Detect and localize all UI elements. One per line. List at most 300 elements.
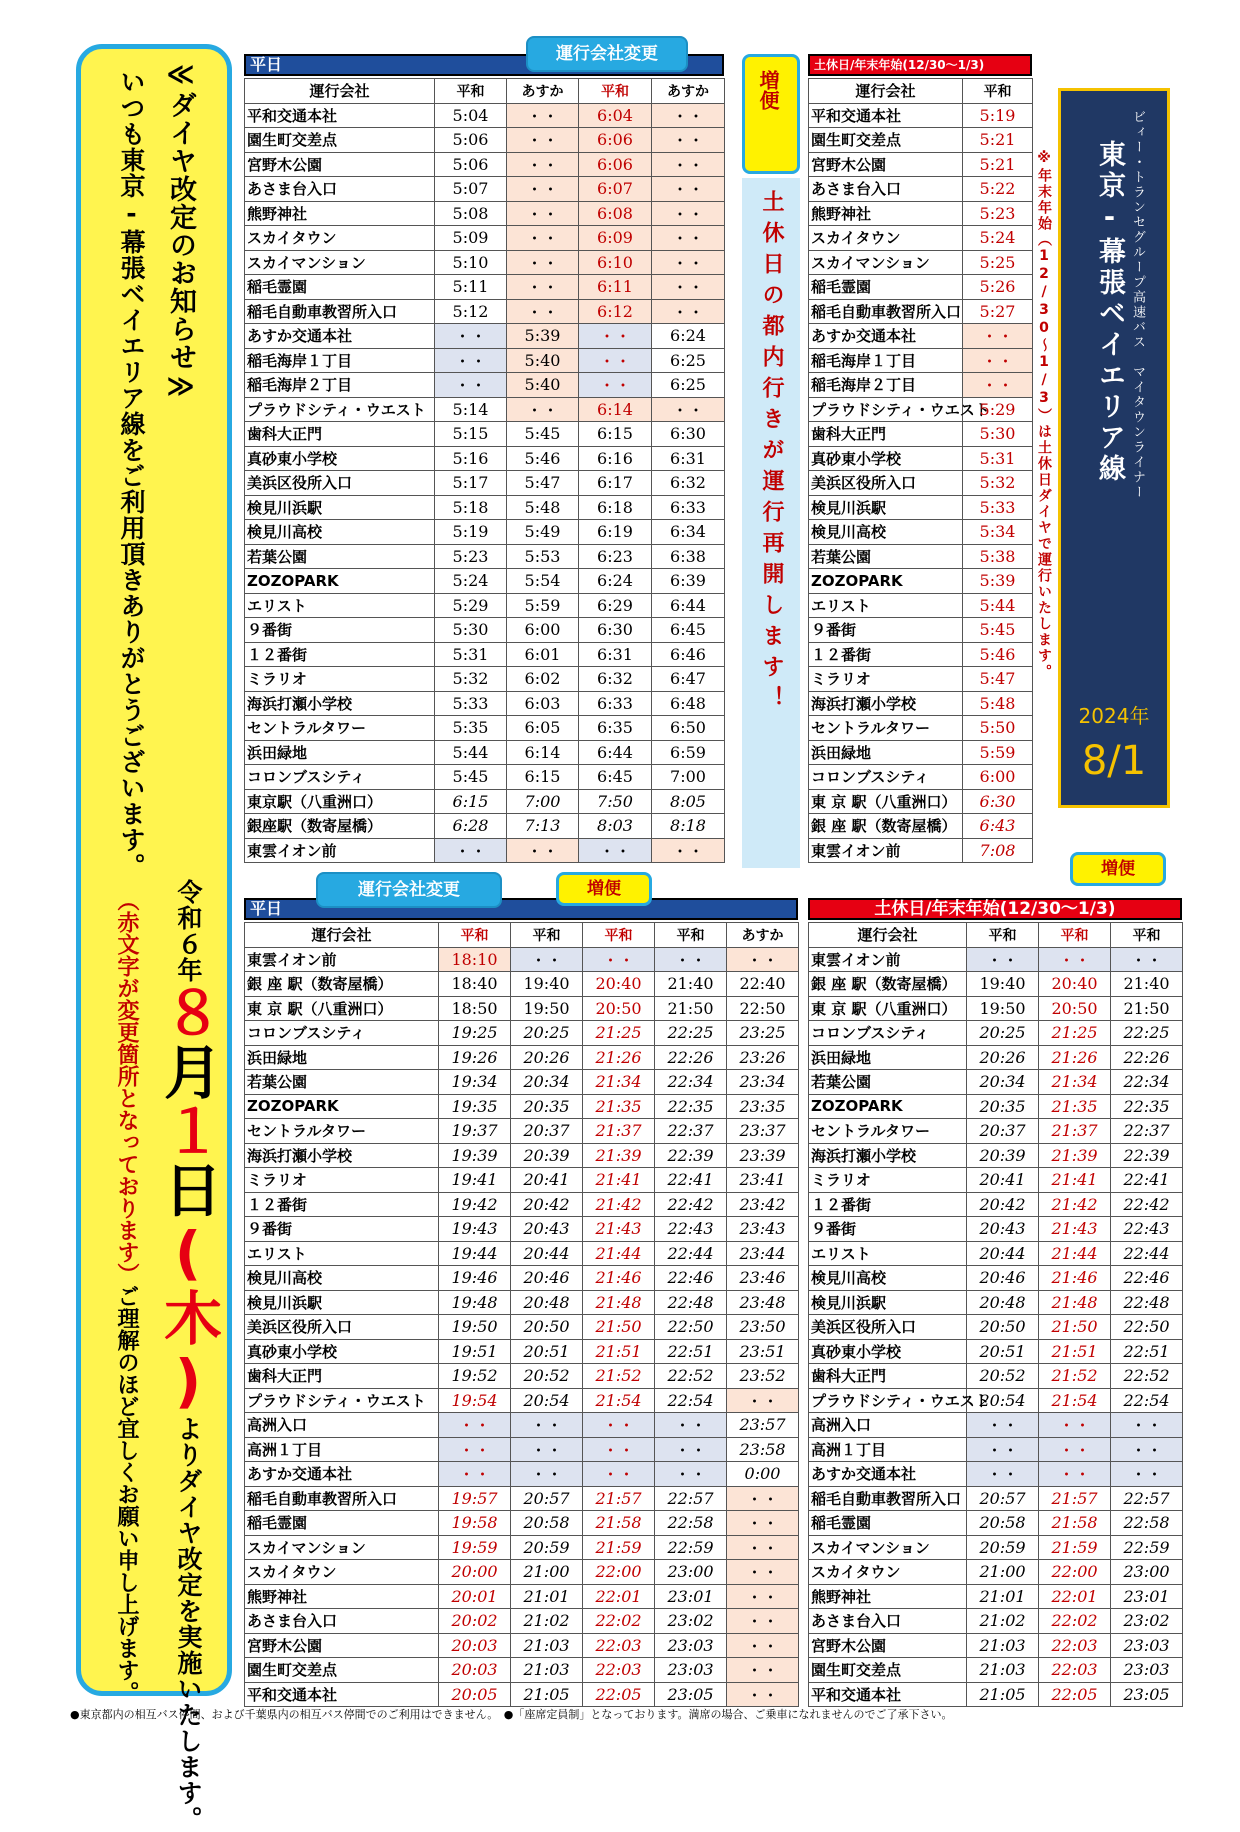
stop-name: あすか交通本社 bbox=[809, 324, 963, 349]
stop-name: 平和交通本社 bbox=[245, 1682, 439, 1707]
header-col-2: あすか bbox=[507, 79, 579, 104]
time-cell: 21:37 bbox=[583, 1119, 655, 1144]
table-row bbox=[809, 275, 1033, 300]
time-cell: ・・ bbox=[727, 1388, 799, 1413]
time-cell: 5:31 bbox=[963, 446, 1033, 471]
time-cell: ・・ bbox=[727, 1682, 799, 1707]
stop-name: 東 京 駅（八重洲口） bbox=[809, 789, 963, 814]
time-cell: 6:29 bbox=[579, 593, 652, 618]
time-cell: 19:51 bbox=[439, 1339, 511, 1364]
time-cell: 22:42 bbox=[655, 1192, 727, 1217]
time-cell: 23:52 bbox=[727, 1364, 799, 1389]
time-cell: ・・ bbox=[507, 397, 579, 422]
table-row bbox=[809, 1094, 1183, 1119]
time-cell: 21:01 bbox=[967, 1584, 1039, 1609]
time-cell: 23:43 bbox=[727, 1217, 799, 1242]
time-cell: 22:44 bbox=[1111, 1241, 1183, 1266]
holiday-inbound-table bbox=[808, 78, 1033, 863]
time-cell: 21:26 bbox=[1039, 1045, 1111, 1070]
time-cell: 20:57 bbox=[511, 1486, 583, 1511]
time-cell: 6:25 bbox=[652, 348, 725, 373]
time-cell: 22:41 bbox=[655, 1168, 727, 1193]
table-row bbox=[245, 1070, 799, 1095]
time-cell: 20:51 bbox=[511, 1339, 583, 1364]
time-cell: 5:53 bbox=[507, 544, 579, 569]
table-row bbox=[245, 520, 725, 545]
stop-name: ミラリオ bbox=[809, 667, 963, 692]
time-cell: 22:42 bbox=[1111, 1192, 1183, 1217]
table-row bbox=[809, 1609, 1183, 1634]
table-row bbox=[245, 1217, 799, 1242]
time-cell: 6:30 bbox=[579, 618, 652, 643]
table-row bbox=[809, 471, 1033, 496]
table-row bbox=[245, 1633, 799, 1658]
header-col-3: 平和 bbox=[1111, 923, 1183, 948]
time-cell: 19:48 bbox=[439, 1290, 511, 1315]
table-row bbox=[809, 1217, 1183, 1242]
table-row bbox=[245, 103, 725, 128]
notice-date-month-num: ８ bbox=[154, 983, 222, 1042]
time-cell: 22:58 bbox=[655, 1511, 727, 1536]
stop-name: ９番街 bbox=[245, 1217, 439, 1242]
time-cell: 5:47 bbox=[507, 471, 579, 496]
time-cell: ・・ bbox=[967, 1462, 1039, 1487]
time-cell: ・・ bbox=[655, 1413, 727, 1438]
time-cell: 5:23 bbox=[435, 544, 507, 569]
table-row bbox=[245, 177, 725, 202]
time-cell: 20:42 bbox=[511, 1192, 583, 1217]
stop-name: 浜田緑地 bbox=[245, 740, 435, 765]
stop-name: ZOZOPARK bbox=[245, 1094, 439, 1119]
table-row bbox=[245, 1290, 799, 1315]
stop-name: 美浜区役所入口 bbox=[245, 471, 435, 496]
table-row bbox=[245, 397, 725, 422]
time-cell: 6:02 bbox=[507, 667, 579, 692]
notice-reiwa: 令和６年 bbox=[174, 879, 203, 983]
time-cell: 23:00 bbox=[655, 1560, 727, 1585]
table-row bbox=[245, 1486, 799, 1511]
time-cell: ・・ bbox=[1111, 947, 1183, 972]
effective-date: 8/1 bbox=[1081, 738, 1147, 784]
time-cell: 6:12 bbox=[579, 299, 652, 324]
time-cell: 21:03 bbox=[967, 1633, 1039, 1658]
time-cell: 21:02 bbox=[511, 1609, 583, 1634]
time-cell: 21:51 bbox=[583, 1339, 655, 1364]
time-cell: 21:50 bbox=[1111, 996, 1183, 1021]
time-cell: 5:06 bbox=[435, 128, 507, 153]
time-cell: 22:39 bbox=[1111, 1143, 1183, 1168]
time-cell: ・・ bbox=[507, 226, 579, 251]
time-cell: 5:39 bbox=[963, 569, 1033, 594]
header-col-1: 平和 bbox=[967, 923, 1039, 948]
stop-name: エリスト bbox=[245, 1241, 439, 1266]
stop-name: 園生町交差点 bbox=[245, 128, 435, 153]
header-col-1: 平和 bbox=[439, 923, 511, 948]
stop-name: 園生町交差点 bbox=[809, 128, 963, 153]
stop-name: ミラリオ bbox=[245, 1168, 439, 1193]
stop-name: 東雲イオン前 bbox=[245, 838, 435, 863]
time-cell: 21:54 bbox=[583, 1388, 655, 1413]
time-cell: 21:50 bbox=[655, 996, 727, 1021]
table-row bbox=[809, 1462, 1183, 1487]
time-cell: 19:50 bbox=[511, 996, 583, 1021]
time-cell: 20:43 bbox=[511, 1217, 583, 1242]
table-row bbox=[245, 593, 725, 618]
table-row bbox=[245, 446, 725, 471]
table-row bbox=[809, 397, 1033, 422]
time-cell: ・・ bbox=[727, 1560, 799, 1585]
time-cell: 5:15 bbox=[435, 422, 507, 447]
footer-note: ●東京都内の相互バス停間、および千葉県内の相互バス停間でのご利用はできません。 ●「座席定員制」となっております。満席の場合、ご乗車になれませんのでご了承下さい。 bbox=[70, 1708, 953, 1721]
time-cell: 21:42 bbox=[583, 1192, 655, 1217]
time-cell: 5:23 bbox=[963, 201, 1033, 226]
time-cell: 6:32 bbox=[579, 667, 652, 692]
table-row bbox=[809, 740, 1033, 765]
time-cell: ・・ bbox=[652, 128, 725, 153]
time-cell: 20:54 bbox=[511, 1388, 583, 1413]
stop-name: 高洲１丁目 bbox=[809, 1437, 967, 1462]
time-cell: 19:54 bbox=[439, 1388, 511, 1413]
time-cell: 23:57 bbox=[727, 1413, 799, 1438]
time-cell: 5:35 bbox=[435, 716, 507, 741]
stop-name: 浜田緑地 bbox=[809, 1045, 967, 1070]
stop-name: 検見川高校 bbox=[245, 520, 435, 545]
time-cell: 22:01 bbox=[583, 1584, 655, 1609]
stop-name: エリスト bbox=[809, 1241, 967, 1266]
time-cell: 6:19 bbox=[579, 520, 652, 545]
time-cell: 21:25 bbox=[583, 1021, 655, 1046]
stop-name: エリスト bbox=[809, 593, 963, 618]
time-cell: ・・ bbox=[583, 1437, 655, 1462]
operator-change-callout-bottom: 運行会社変更 bbox=[316, 872, 502, 908]
table-row bbox=[245, 348, 725, 373]
table-row bbox=[809, 128, 1033, 153]
time-cell: 20:39 bbox=[511, 1143, 583, 1168]
route-title: 東京-幕張ベイエリア線 bbox=[1094, 140, 1125, 485]
stop-name: あすか交通本社 bbox=[245, 1462, 439, 1487]
stop-name: スカイマンション bbox=[245, 250, 435, 275]
table-row bbox=[245, 716, 725, 741]
stop-name: 若葉公園 bbox=[245, 544, 435, 569]
time-cell: 22:37 bbox=[1111, 1119, 1183, 1144]
table-row bbox=[245, 299, 725, 324]
time-cell: ・・ bbox=[1039, 947, 1111, 972]
time-cell: 21:58 bbox=[583, 1511, 655, 1536]
time-cell: 6:15 bbox=[507, 765, 579, 790]
time-cell: ・・ bbox=[579, 373, 652, 398]
time-cell: 22:02 bbox=[1039, 1609, 1111, 1634]
time-cell: 19:44 bbox=[439, 1241, 511, 1266]
time-cell: 20:51 bbox=[967, 1339, 1039, 1364]
stop-name: あさま台入口 bbox=[245, 177, 435, 202]
time-cell: 6:43 bbox=[963, 814, 1033, 839]
time-cell: 21:41 bbox=[1039, 1168, 1111, 1193]
time-cell: 19:26 bbox=[439, 1045, 511, 1070]
time-cell: 22:50 bbox=[727, 996, 799, 1021]
time-cell: ・・ bbox=[727, 1633, 799, 1658]
time-cell: 5:19 bbox=[435, 520, 507, 545]
time-cell: 6:38 bbox=[652, 544, 725, 569]
stop-name: 浜田緑地 bbox=[245, 1045, 439, 1070]
table-row bbox=[245, 1315, 799, 1340]
time-cell: 19:59 bbox=[439, 1535, 511, 1560]
time-cell: 6:00 bbox=[507, 618, 579, 643]
time-cell: 19:52 bbox=[439, 1364, 511, 1389]
stop-name: ９番街 bbox=[245, 618, 435, 643]
time-cell: 8:05 bbox=[652, 789, 725, 814]
stop-name: 宮野木公園 bbox=[245, 1633, 439, 1658]
table-row bbox=[245, 1437, 799, 1462]
time-cell: 21:01 bbox=[511, 1584, 583, 1609]
time-cell: 19:39 bbox=[439, 1143, 511, 1168]
table-row bbox=[809, 1290, 1183, 1315]
time-cell: ・・ bbox=[727, 1486, 799, 1511]
time-cell: 6:44 bbox=[579, 740, 652, 765]
time-cell: ・・ bbox=[652, 275, 725, 300]
table-row bbox=[245, 1511, 799, 1536]
time-cell: 22:48 bbox=[1111, 1290, 1183, 1315]
table-row bbox=[245, 422, 725, 447]
time-cell: 5:38 bbox=[963, 544, 1033, 569]
time-cell: 5:30 bbox=[435, 618, 507, 643]
time-cell: 22:39 bbox=[655, 1143, 727, 1168]
time-cell: 22:54 bbox=[1111, 1388, 1183, 1413]
stop-name: 歯科大正門 bbox=[245, 1364, 439, 1389]
time-cell: 6:47 bbox=[652, 667, 725, 692]
time-cell: 23:50 bbox=[727, 1315, 799, 1340]
holiday-inbound-label: 土休日/年末年始(12/30～1/3) bbox=[814, 58, 985, 72]
time-cell: 20:34 bbox=[511, 1070, 583, 1095]
time-cell: 23:05 bbox=[1111, 1682, 1183, 1707]
time-cell: 23:44 bbox=[727, 1241, 799, 1266]
stop-name: 東 京 駅（八重洲口） bbox=[245, 996, 439, 1021]
header-operator: 運行会社 bbox=[245, 923, 439, 948]
time-cell: 20:50 bbox=[511, 1315, 583, 1340]
table-row bbox=[809, 103, 1033, 128]
stop-name: コロンブスシティ bbox=[245, 765, 435, 790]
table-row bbox=[809, 348, 1033, 373]
table-row bbox=[245, 1021, 799, 1046]
time-cell: 22:34 bbox=[1111, 1070, 1183, 1095]
stop-name: スカイタウン bbox=[245, 226, 435, 251]
time-cell: 5:50 bbox=[963, 716, 1033, 741]
time-cell: ・・ bbox=[727, 1535, 799, 1560]
time-cell: 6:31 bbox=[652, 446, 725, 471]
table-row bbox=[809, 593, 1033, 618]
time-cell: 23:41 bbox=[727, 1168, 799, 1193]
stop-name: １２番街 bbox=[245, 1192, 439, 1217]
stop-name: 検見川浜駅 bbox=[809, 1290, 967, 1315]
time-cell: ・・ bbox=[967, 1413, 1039, 1438]
table-row bbox=[809, 1682, 1183, 1707]
stop-name: 高洲入口 bbox=[809, 1413, 967, 1438]
notice-date-weekday: (木) bbox=[154, 1219, 222, 1416]
time-cell: 21:05 bbox=[511, 1682, 583, 1707]
time-cell: 23:03 bbox=[655, 1633, 727, 1658]
stop-name: コロンブスシティ bbox=[809, 1021, 967, 1046]
table-row bbox=[809, 1364, 1183, 1389]
weekday-outbound-table bbox=[244, 922, 799, 1707]
table-row bbox=[809, 1413, 1183, 1438]
time-cell: 20:46 bbox=[511, 1266, 583, 1291]
time-cell: 22:00 bbox=[583, 1560, 655, 1585]
time-cell: 6:32 bbox=[652, 471, 725, 496]
time-cell: 18:10 bbox=[439, 947, 511, 972]
time-cell: 6:04 bbox=[579, 103, 652, 128]
time-cell: 20:25 bbox=[967, 1021, 1039, 1046]
stop-name: 宮野木公園 bbox=[809, 152, 963, 177]
time-cell: 19:50 bbox=[967, 996, 1039, 1021]
time-cell: 8:18 bbox=[652, 814, 725, 839]
time-cell: ・・ bbox=[583, 1462, 655, 1487]
stop-name: あすか交通本社 bbox=[809, 1462, 967, 1487]
stop-name: 検見川高校 bbox=[809, 520, 963, 545]
time-cell: 20:34 bbox=[967, 1070, 1039, 1095]
table-row bbox=[809, 373, 1033, 398]
time-cell: 5:45 bbox=[507, 422, 579, 447]
time-cell: 21:58 bbox=[1039, 1511, 1111, 1536]
time-cell: 22:59 bbox=[1111, 1535, 1183, 1560]
stop-name: 若葉公園 bbox=[245, 1070, 439, 1095]
weekday-inbound-label: 平日 bbox=[250, 55, 283, 74]
time-cell: 20:42 bbox=[967, 1192, 1039, 1217]
time-cell: 18:40 bbox=[439, 972, 511, 997]
time-cell: 6:48 bbox=[652, 691, 725, 716]
header-col-4: 平和 bbox=[655, 923, 727, 948]
time-cell: ・・ bbox=[655, 947, 727, 972]
time-cell: 6:30 bbox=[963, 789, 1033, 814]
time-cell: 6:24 bbox=[652, 324, 725, 349]
time-cell: 19:57 bbox=[439, 1486, 511, 1511]
time-cell: 20:37 bbox=[511, 1119, 583, 1144]
time-cell: ・・ bbox=[652, 397, 725, 422]
stop-name: 銀 座 駅（数寄屋橋） bbox=[809, 972, 967, 997]
time-cell: 20:39 bbox=[967, 1143, 1039, 1168]
table-row bbox=[245, 324, 725, 349]
time-cell: 5:45 bbox=[435, 765, 507, 790]
time-cell: 19:58 bbox=[439, 1511, 511, 1536]
time-cell: ・・ bbox=[655, 1462, 727, 1487]
time-cell: 20:05 bbox=[439, 1682, 511, 1707]
stop-name: 稲毛海岸２丁目 bbox=[245, 373, 435, 398]
table-row bbox=[809, 1241, 1183, 1266]
time-cell: 18:50 bbox=[439, 996, 511, 1021]
table-row bbox=[809, 1388, 1183, 1413]
time-cell: 20:50 bbox=[1039, 996, 1111, 1021]
time-cell: 21:39 bbox=[1039, 1143, 1111, 1168]
time-cell: 5:40 bbox=[507, 373, 579, 398]
table-row bbox=[245, 495, 725, 520]
table-row bbox=[809, 838, 1033, 863]
increase-callout-holiday: 増便 bbox=[1070, 852, 1166, 886]
stop-name: 真砂東小学校 bbox=[245, 1339, 439, 1364]
time-cell: ・・ bbox=[652, 226, 725, 251]
time-cell: ・・ bbox=[652, 177, 725, 202]
time-cell: 19:40 bbox=[511, 972, 583, 997]
table-row bbox=[245, 1241, 799, 1266]
time-cell: 21:46 bbox=[583, 1266, 655, 1291]
stop-name: コロンブスシティ bbox=[245, 1021, 439, 1046]
time-cell: 20:35 bbox=[967, 1094, 1039, 1119]
table-row bbox=[809, 1192, 1183, 1217]
time-cell: 21:37 bbox=[1039, 1119, 1111, 1144]
time-cell: 21:44 bbox=[1039, 1241, 1111, 1266]
time-cell: ・・ bbox=[435, 324, 507, 349]
time-cell: 23:42 bbox=[727, 1192, 799, 1217]
table-row bbox=[245, 569, 725, 594]
stop-name: スカイマンション bbox=[809, 250, 963, 275]
operator-change-callout-top: 運行会社変更 bbox=[526, 36, 688, 72]
time-cell: 5:59 bbox=[507, 593, 579, 618]
time-cell: 5:16 bbox=[435, 446, 507, 471]
stop-name: 稲毛霊園 bbox=[245, 1511, 439, 1536]
header-row bbox=[245, 923, 799, 948]
time-cell: 5:44 bbox=[435, 740, 507, 765]
time-cell: ・・ bbox=[507, 177, 579, 202]
table-row bbox=[809, 996, 1183, 1021]
table-row bbox=[809, 1633, 1183, 1658]
stop-name: エリスト bbox=[245, 593, 435, 618]
time-cell: 5:33 bbox=[963, 495, 1033, 520]
holiday-restart-text: 土休日の都内行きが運行再開します！ bbox=[759, 190, 784, 717]
time-cell: 5:48 bbox=[507, 495, 579, 520]
time-cell: 19:37 bbox=[439, 1119, 511, 1144]
table-row bbox=[245, 667, 725, 692]
time-cell: 21:34 bbox=[1039, 1070, 1111, 1095]
holiday-outbound-bar bbox=[808, 898, 1182, 920]
time-cell: 20:03 bbox=[439, 1633, 511, 1658]
time-cell: 20:57 bbox=[967, 1486, 1039, 1511]
time-cell: ・・ bbox=[727, 1658, 799, 1683]
table-row bbox=[245, 1168, 799, 1193]
time-cell: 22:50 bbox=[1111, 1315, 1183, 1340]
time-cell: 20:48 bbox=[511, 1290, 583, 1315]
table-row bbox=[245, 1560, 799, 1585]
stop-name: 海浜打瀬小学校 bbox=[245, 1143, 439, 1168]
table-row bbox=[809, 947, 1183, 972]
time-cell: 22:25 bbox=[1111, 1021, 1183, 1046]
time-cell: 5:32 bbox=[963, 471, 1033, 496]
time-cell: ・・ bbox=[439, 1462, 511, 1487]
header-operator: 運行会社 bbox=[809, 79, 963, 104]
time-cell: ・・ bbox=[507, 275, 579, 300]
time-cell: 6:30 bbox=[652, 422, 725, 447]
time-cell: 22:50 bbox=[655, 1315, 727, 1340]
time-cell: 5:48 bbox=[963, 691, 1033, 716]
table-row bbox=[245, 1535, 799, 1560]
time-cell: 20:59 bbox=[967, 1535, 1039, 1560]
stop-name: 歯科大正門 bbox=[809, 422, 963, 447]
time-cell: 6:14 bbox=[579, 397, 652, 422]
table-row bbox=[245, 1119, 799, 1144]
time-cell: 7:00 bbox=[507, 789, 579, 814]
time-cell: 5:46 bbox=[963, 642, 1033, 667]
stop-name: スカイタウン bbox=[245, 1560, 439, 1585]
time-cell: 5:49 bbox=[507, 520, 579, 545]
time-cell: 5:59 bbox=[963, 740, 1033, 765]
time-cell: 20:40 bbox=[1039, 972, 1111, 997]
time-cell: ・・ bbox=[435, 838, 507, 863]
time-cell: 6:46 bbox=[652, 642, 725, 667]
stop-name: 熊野神社 bbox=[809, 1584, 967, 1609]
time-cell: 22:26 bbox=[1111, 1045, 1183, 1070]
table-row bbox=[809, 1168, 1183, 1193]
time-cell: ・・ bbox=[1039, 1462, 1111, 1487]
time-cell: 6:33 bbox=[652, 495, 725, 520]
time-cell: ・・ bbox=[511, 1462, 583, 1487]
stop-name: セントラルタワー bbox=[245, 1119, 439, 1144]
notice-panel bbox=[76, 44, 232, 1832]
